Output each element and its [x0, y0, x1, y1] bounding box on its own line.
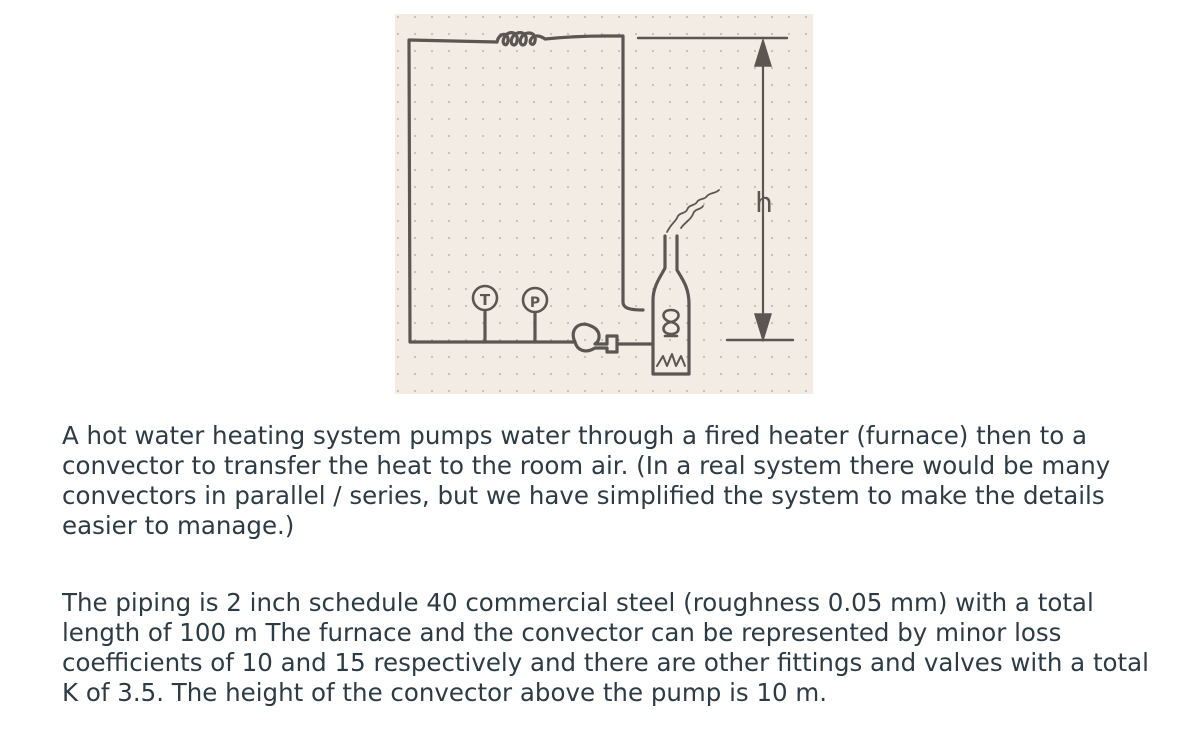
problem-parameters-paragraph: The piping is 2 inch schedule 40 commercial steel (roughness 0.05 mm) with a total length of 100 m The furnace and the convector can be represented by minor loss coefficients of 10 and 15 respectively and there are other fittings and valves with a total K of 3.5. The height of the convector above the pump is 10 m. — [62, 588, 1149, 707]
dot-grid — [395, 14, 813, 394]
height-label: h — [755, 186, 773, 219]
pressure-gauge-label: P — [529, 295, 541, 311]
sketch-drawing — [395, 14, 813, 394]
heating-system-sketch — [395, 14, 813, 394]
temperature-gauge-label: T — [479, 291, 491, 309]
problem-description-paragraph: A hot water heating system pumps water through a fired heater (furnace) then to a convector to transfer the heat to the room air. (In a real system there would be many convectors in parallel / series, but we have simplified the system to make the details easier to manage.) — [62, 421, 1111, 540]
